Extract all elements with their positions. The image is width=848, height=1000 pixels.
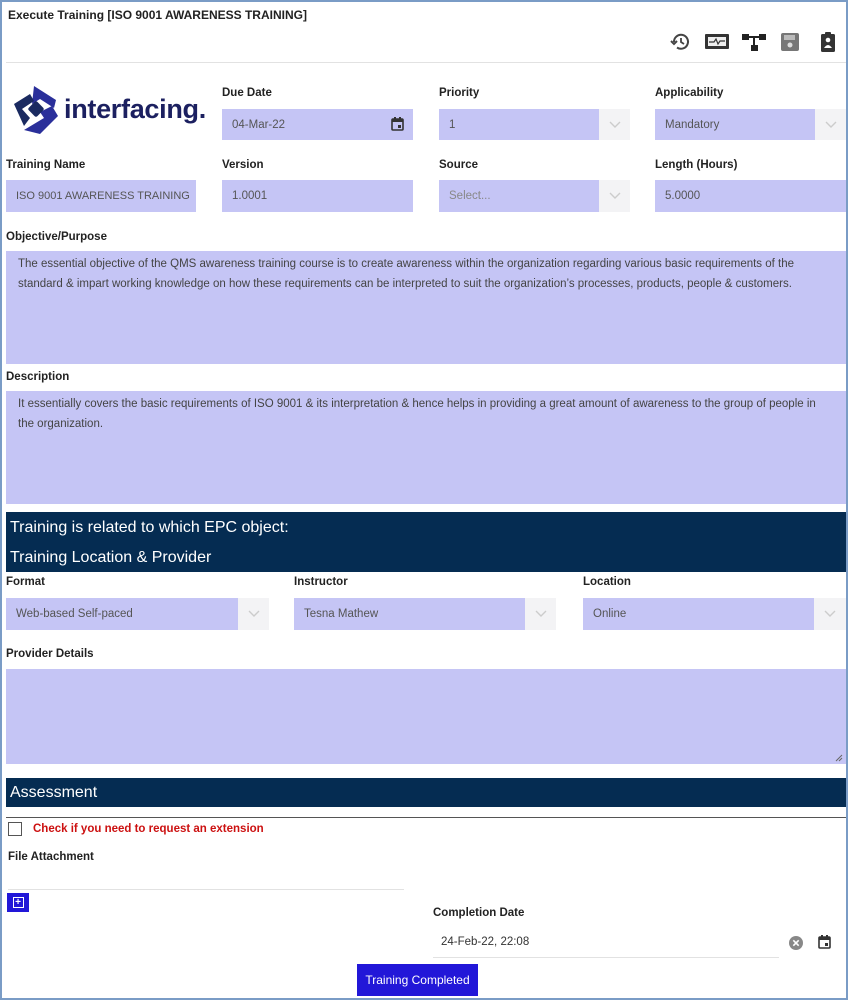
description-label: Description [6, 371, 70, 383]
format-dropdown-toggle[interactable] [238, 598, 269, 630]
epc-section-header: Training is related to which EPC object: [6, 512, 846, 543]
assessment-section-header: Assessment [6, 778, 846, 807]
chevron-down-icon [609, 121, 621, 129]
location-dropdown-toggle[interactable] [814, 598, 846, 630]
company-logo [10, 82, 206, 136]
format-value: Web-based Self-paced [16, 608, 133, 620]
instructor-label: Instructor [294, 576, 348, 588]
applicability-dropdown-toggle[interactable] [815, 109, 846, 140]
length-value: 5.0000 [665, 190, 701, 202]
completion-date-value: 24-Feb-22, 22:08 [441, 936, 530, 948]
header-divider [6, 62, 846, 63]
version-value: 1.0001 [232, 190, 268, 202]
source-dropdown-toggle[interactable] [599, 180, 630, 212]
chevron-down-icon [824, 610, 836, 618]
save-icon[interactable] [779, 32, 801, 52]
extension-checkbox[interactable] [8, 822, 22, 836]
version-input[interactable] [222, 180, 413, 212]
chevron-down-icon [248, 610, 260, 618]
objective-textarea[interactable]: The essential objective of the QMS awareness training course is to create awareness within the organization regarding various basic requirements of the standard & impart working knowledge on how these requirements can be interpreted to suit the organization’s processes, products, people & customers. [6, 251, 846, 364]
priority-select[interactable] [439, 109, 599, 140]
due-date-input[interactable] [222, 109, 413, 140]
workflow-icon[interactable] [741, 32, 767, 52]
completion-date-label: Completion Date [433, 907, 525, 919]
location-provider-section-header: Training Location & Provider [6, 543, 846, 572]
format-label: Format [6, 576, 45, 588]
file-attachment-divider [8, 889, 404, 890]
assessment-divider [6, 817, 846, 818]
chevron-down-icon [609, 192, 621, 200]
training-name-input[interactable] [6, 180, 196, 212]
monitor-icon[interactable] [704, 32, 730, 52]
file-attachment-label: File Attachment [8, 851, 94, 863]
add-attachment-button[interactable] [7, 893, 29, 912]
source-select[interactable] [439, 180, 599, 212]
location-select[interactable] [583, 598, 814, 630]
applicability-label: Applicability [655, 87, 724, 99]
source-placeholder: Select... [449, 190, 491, 202]
location-label: Location [583, 576, 631, 588]
extension-label[interactable]: Check if you need to request an extension [33, 823, 264, 835]
page-title: Execute Training [ISO 9001 AWARENESS TRAINING] [8, 8, 307, 22]
logo-mark-icon [10, 82, 62, 136]
provider-details-textarea[interactable] [6, 669, 846, 764]
version-label: Version [222, 159, 264, 171]
source-label: Source [439, 159, 478, 171]
description-textarea[interactable]: It essentially covers the basic requirements of ISO 9001 & its interpretation & hence helps in providing a great amount of awareness to the group of people in the organization. [6, 391, 846, 504]
logo-text: interfacing. [64, 93, 206, 124]
clear-icon[interactable] [789, 936, 803, 950]
calendar-icon[interactable] [391, 117, 404, 131]
due-date-label: Due Date [222, 87, 272, 99]
resize-handle-icon[interactable] [835, 754, 843, 762]
training-completed-button[interactable]: Training Completed [357, 964, 478, 996]
location-value: Online [593, 608, 627, 620]
length-label: Length (Hours) [655, 159, 738, 171]
priority-value: 1 [449, 118, 456, 131]
priority-label: Priority [439, 87, 480, 99]
clipboard-person-icon[interactable] [817, 32, 839, 52]
format-select[interactable] [6, 598, 238, 630]
applicability-value: Mandatory [665, 118, 720, 131]
instructor-dropdown-toggle[interactable] [525, 598, 556, 630]
objective-label: Objective/Purpose [6, 231, 107, 243]
length-input[interactable] [655, 180, 846, 212]
training-name-label: Training Name [6, 159, 86, 171]
instructor-value: Tesna Mathew [304, 608, 379, 620]
instructor-select[interactable] [294, 598, 525, 630]
completion-date-input[interactable] [433, 927, 779, 958]
priority-dropdown-toggle[interactable] [599, 109, 630, 140]
training-name-value: ISO 9001 AWARENESS TRAINING [16, 190, 190, 202]
plus-icon: + [13, 897, 24, 908]
chevron-down-icon [535, 610, 547, 618]
calendar-icon[interactable] [818, 935, 831, 949]
due-date-value: 04-Mar-22 [232, 118, 286, 131]
history-icon[interactable] [669, 32, 691, 52]
chevron-down-icon [825, 121, 837, 129]
applicability-select[interactable] [655, 109, 815, 140]
provider-details-label: Provider Details [6, 648, 94, 660]
